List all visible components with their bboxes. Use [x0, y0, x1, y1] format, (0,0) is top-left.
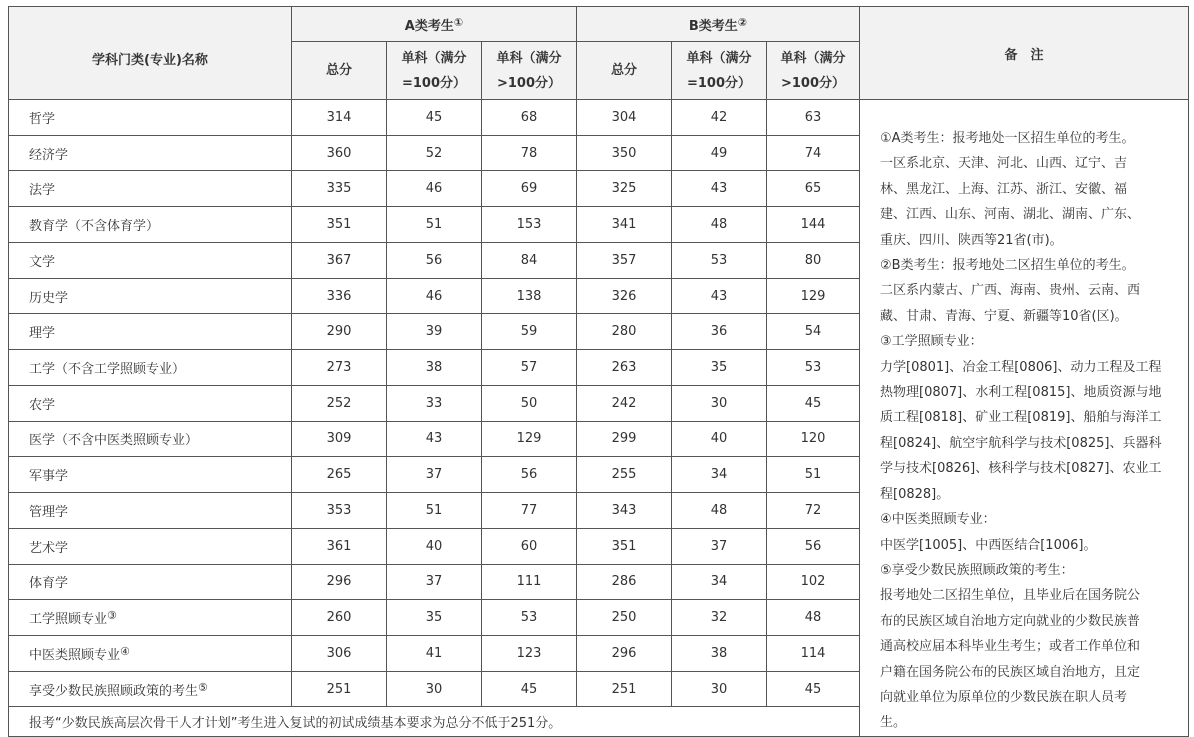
score-cell-a-total: 335 — [292, 171, 387, 207]
score-cell-a-s100: 35 — [387, 600, 482, 636]
score-cell-b-s100: 48 — [672, 207, 767, 243]
score-cell-b-s100: 53 — [672, 242, 767, 278]
score-cell-b-sgt100: 45 — [767, 385, 860, 421]
score-cell-a-sgt100: 138 — [482, 278, 577, 314]
score-cell-b-sgt100: 129 — [767, 278, 860, 314]
score-cell-a-sgt100: 111 — [482, 564, 577, 600]
remark-line: 户籍在国务院公布的民族区域自治地方，且定 — [880, 664, 1141, 680]
score-cell-a-total: 296 — [292, 564, 387, 600]
score-cell-b-s100: 35 — [672, 350, 767, 386]
remark-line: 力学[0801]、冶金工程[0806]、动力工程及工程 — [880, 359, 1162, 375]
score-cell-a-s100: 37 — [387, 457, 482, 493]
score-cell-a-s100: 37 — [387, 564, 482, 600]
a-total-header: 总分 — [292, 42, 387, 100]
score-cell-b-total: 296 — [577, 636, 672, 672]
score-cell-b-total: 255 — [577, 457, 672, 493]
score-cell-a-total: 367 — [292, 242, 387, 278]
score-cell-a-sgt100: 59 — [482, 314, 577, 350]
row-category-name: 医学（不含中医类照顾专业） — [9, 421, 292, 457]
score-cell-b-total: 326 — [577, 278, 672, 314]
b-single-gt100-header: 单科（满分 >100分） — [767, 42, 860, 100]
score-cell-b-total: 350 — [577, 135, 672, 171]
row-category-name: 艺术学 — [9, 528, 292, 564]
score-cell-a-s100: 46 — [387, 171, 482, 207]
score-cell-a-total: 252 — [292, 385, 387, 421]
remark-line: ③工学照顾专业： — [880, 334, 983, 350]
score-cell-b-s100: 34 — [672, 564, 767, 600]
score-cell-a-total: 360 — [292, 135, 387, 171]
score-cell-a-total: 336 — [292, 278, 387, 314]
remark-line: 程[0824]、航空宇航科学与技术[0825]、兵器科 — [880, 435, 1162, 451]
score-cell-a-sgt100: 50 — [482, 385, 577, 421]
remark-line: ⑤享受少数民族照顾政策的考生： — [880, 562, 1074, 578]
score-cell-b-sgt100: 54 — [767, 314, 860, 350]
score-cell-b-s100: 30 — [672, 385, 767, 421]
row-category-name: 工学（不含工学照顾专业） — [9, 350, 292, 386]
score-cell-a-s100: 43 — [387, 421, 482, 457]
remark-line: 林、黑龙江、上海、江苏、浙江、安徽、福 — [880, 181, 1128, 197]
score-cell-a-s100: 33 — [387, 385, 482, 421]
score-cell-b-sgt100: 65 — [767, 171, 860, 207]
score-cell-a-s100: 40 — [387, 528, 482, 564]
score-cell-a-total: 351 — [292, 207, 387, 243]
score-cell-b-s100: 32 — [672, 600, 767, 636]
footer-note: 报考“少数民族高层次骨干人才计划”考生进入复试的初试成绩基本要求为总分不低于251分。 — [9, 707, 860, 736]
score-cell-b-total: 250 — [577, 600, 672, 636]
b-single-100-header: 单科（满分 =100分） — [672, 42, 767, 100]
score-cell-a-s100: 30 — [387, 671, 482, 707]
footnote-mark: ⑤ — [198, 680, 208, 694]
remark-line: 通高校应届本科毕业生考生；或者工作单位和 — [880, 639, 1141, 655]
score-cell-a-sgt100: 153 — [482, 207, 577, 243]
score-cell-a-sgt100: 53 — [482, 600, 577, 636]
remarks-cell — [860, 100, 1189, 737]
score-cell-b-s100: 34 — [672, 457, 767, 493]
score-cell-a-sgt100: 129 — [482, 421, 577, 457]
remark-line: 建、江西、山东、河南、湖北、湖南、广东、 — [880, 207, 1141, 223]
remark-line: 热物理[0807]、水利工程[0815]、地质资源与地 — [880, 385, 1162, 401]
row-category-name: 文学 — [9, 242, 292, 278]
score-cell-b-sgt100: 144 — [767, 207, 860, 243]
score-cell-b-sgt100: 74 — [767, 135, 860, 171]
score-cell-a-sgt100: 60 — [482, 528, 577, 564]
a-single-100-header: 单科（满分 =100分） — [387, 42, 482, 100]
remark-line: 布的民族区域自治地方定向就业的少数民族普 — [880, 613, 1141, 629]
score-cell-b-sgt100: 51 — [767, 457, 860, 493]
score-cell-b-s100: 37 — [672, 528, 767, 564]
score-cell-b-sgt100: 102 — [767, 564, 860, 600]
score-cell-a-s100: 52 — [387, 135, 482, 171]
score-cell-a-s100: 56 — [387, 242, 482, 278]
remark-line: 学与技术[0826]、核科学与技术[0827]、农业工 — [880, 461, 1162, 477]
score-cell-a-s100: 51 — [387, 207, 482, 243]
score-cell-a-sgt100: 57 — [482, 350, 577, 386]
row-category-name: 农学 — [9, 385, 292, 421]
row-category-name: 管理学 — [9, 493, 292, 529]
a-single-gt100-header: 单科（满分 >100分） — [482, 42, 577, 100]
score-cell-b-total: 351 — [577, 528, 672, 564]
remark-line: 二区系内蒙古、广西、海南、贵州、云南、西 — [880, 283, 1141, 299]
score-cell-b-total: 251 — [577, 671, 672, 707]
b-total-header: 总分 — [577, 42, 672, 100]
score-cell-b-s100: 42 — [672, 100, 767, 136]
row-category-name: 中医类照顾专业④ — [9, 636, 292, 672]
row-category-name: 经济学 — [9, 135, 292, 171]
score-cell-b-total: 341 — [577, 207, 672, 243]
score-cell-a-s100: 41 — [387, 636, 482, 672]
score-cell-b-s100: 40 — [672, 421, 767, 457]
score-cell-a-total: 260 — [292, 600, 387, 636]
group-a-header: A类考生① — [292, 7, 577, 42]
score-cell-b-s100: 43 — [672, 278, 767, 314]
score-cell-b-total: 286 — [577, 564, 672, 600]
remark-line: 质工程[0818]、矿业工程[0819]、船舶与海洋工 — [880, 410, 1162, 426]
score-cell-b-s100: 43 — [672, 171, 767, 207]
score-cell-b-total: 343 — [577, 493, 672, 529]
remark-line: 生。 — [880, 715, 907, 731]
score-cell-b-s100: 49 — [672, 135, 767, 171]
score-cell-a-sgt100: 56 — [482, 457, 577, 493]
remark-line: 重庆、四川、陕西等21省(市)。 — [880, 232, 1063, 248]
score-cell-b-s100: 36 — [672, 314, 767, 350]
score-cell-a-s100: 51 — [387, 493, 482, 529]
score-cell-a-sgt100: 84 — [482, 242, 577, 278]
score-cell-a-sgt100: 78 — [482, 135, 577, 171]
remark-line: 中医学[1005]、中西医结合[1006]。 — [880, 537, 1097, 553]
score-cell-a-s100: 45 — [387, 100, 482, 136]
score-cell-b-sgt100: 56 — [767, 528, 860, 564]
score-cell-b-total: 304 — [577, 100, 672, 136]
score-cell-b-total: 263 — [577, 350, 672, 386]
score-cell-a-total: 361 — [292, 528, 387, 564]
remark-line: ①A类考生：报考地处一区招生单位的考生。 — [880, 131, 1135, 146]
row-category-name: 理学 — [9, 314, 292, 350]
score-cell-b-sgt100: 45 — [767, 671, 860, 707]
remark-line: 藏、甘肃、青海、宁夏、新疆等10省(区)。 — [880, 308, 1128, 324]
score-cell-b-total: 299 — [577, 421, 672, 457]
remark-line: 向就业单位为原单位的少数民族在职人员考 — [880, 689, 1128, 705]
score-cell-a-total: 290 — [292, 314, 387, 350]
score-cell-b-sgt100: 53 — [767, 350, 860, 386]
score-cell-a-total: 353 — [292, 493, 387, 529]
score-cell-b-total: 357 — [577, 242, 672, 278]
score-cell-a-sgt100: 45 — [482, 671, 577, 707]
score-cell-b-sgt100: 80 — [767, 242, 860, 278]
table-row — [9, 100, 1189, 136]
score-cell-a-sgt100: 77 — [482, 493, 577, 529]
remark-line: 程[0828]。 — [880, 486, 950, 502]
score-cell-a-total: 251 — [292, 671, 387, 707]
score-cell-a-s100: 39 — [387, 314, 482, 350]
footnote-mark: ③ — [107, 609, 117, 623]
category-name-header: 学科门类(专业)名称 — [9, 7, 292, 100]
score-cell-b-sgt100: 48 — [767, 600, 860, 636]
group-b-header: B类考生② — [577, 7, 860, 42]
score-cell-a-total: 314 — [292, 100, 387, 136]
score-cell-b-sgt100: 114 — [767, 636, 860, 672]
score-cell-b-sgt100: 63 — [767, 100, 860, 136]
row-category-name: 体育学 — [9, 564, 292, 600]
remark-line: ②B类考生：报考地处二区招生单位的考生。 — [880, 258, 1135, 274]
score-cell-b-s100: 38 — [672, 636, 767, 672]
row-category-name: 军事学 — [9, 457, 292, 493]
row-category-name: 法学 — [9, 171, 292, 207]
row-category-name: 历史学 — [9, 278, 292, 314]
remark-line: 报考地处二区招生单位，且毕业后在国务院公 — [880, 588, 1141, 604]
score-cell-a-total: 265 — [292, 457, 387, 493]
score-cell-b-sgt100: 72 — [767, 493, 860, 529]
score-cell-a-sgt100: 69 — [482, 171, 577, 207]
score-cell-b-total: 280 — [577, 314, 672, 350]
score-cell-a-sgt100: 68 — [482, 100, 577, 136]
score-cell-b-total: 325 — [577, 171, 672, 207]
remark-line: 一区系北京、天津、河北、山西、辽宁、吉 — [880, 156, 1128, 172]
score-cell-a-total: 306 — [292, 636, 387, 672]
remarks-header: 备 注 — [860, 7, 1189, 100]
score-table — [8, 6, 1189, 737]
row-category-name: 工学照顾专业③ — [9, 600, 292, 636]
remark-line: ④中医类照顾专业： — [880, 512, 996, 528]
score-cell-a-s100: 38 — [387, 350, 482, 386]
row-category-name: 教育学（不含体育学） — [9, 207, 292, 243]
score-cell-a-sgt100: 123 — [482, 636, 577, 672]
score-cell-a-total: 309 — [292, 421, 387, 457]
footnote-mark: ④ — [120, 644, 130, 658]
score-cell-b-s100: 48 — [672, 493, 767, 529]
score-cell-b-s100: 30 — [672, 671, 767, 707]
score-cell-b-total: 242 — [577, 385, 672, 421]
row-category-name: 享受少数民族照顾政策的考生⑤ — [9, 671, 292, 707]
score-cell-a-total: 273 — [292, 350, 387, 386]
score-cell-b-sgt100: 120 — [767, 421, 860, 457]
row-category-name: 哲学 — [9, 100, 292, 136]
score-cell-a-s100: 46 — [387, 278, 482, 314]
